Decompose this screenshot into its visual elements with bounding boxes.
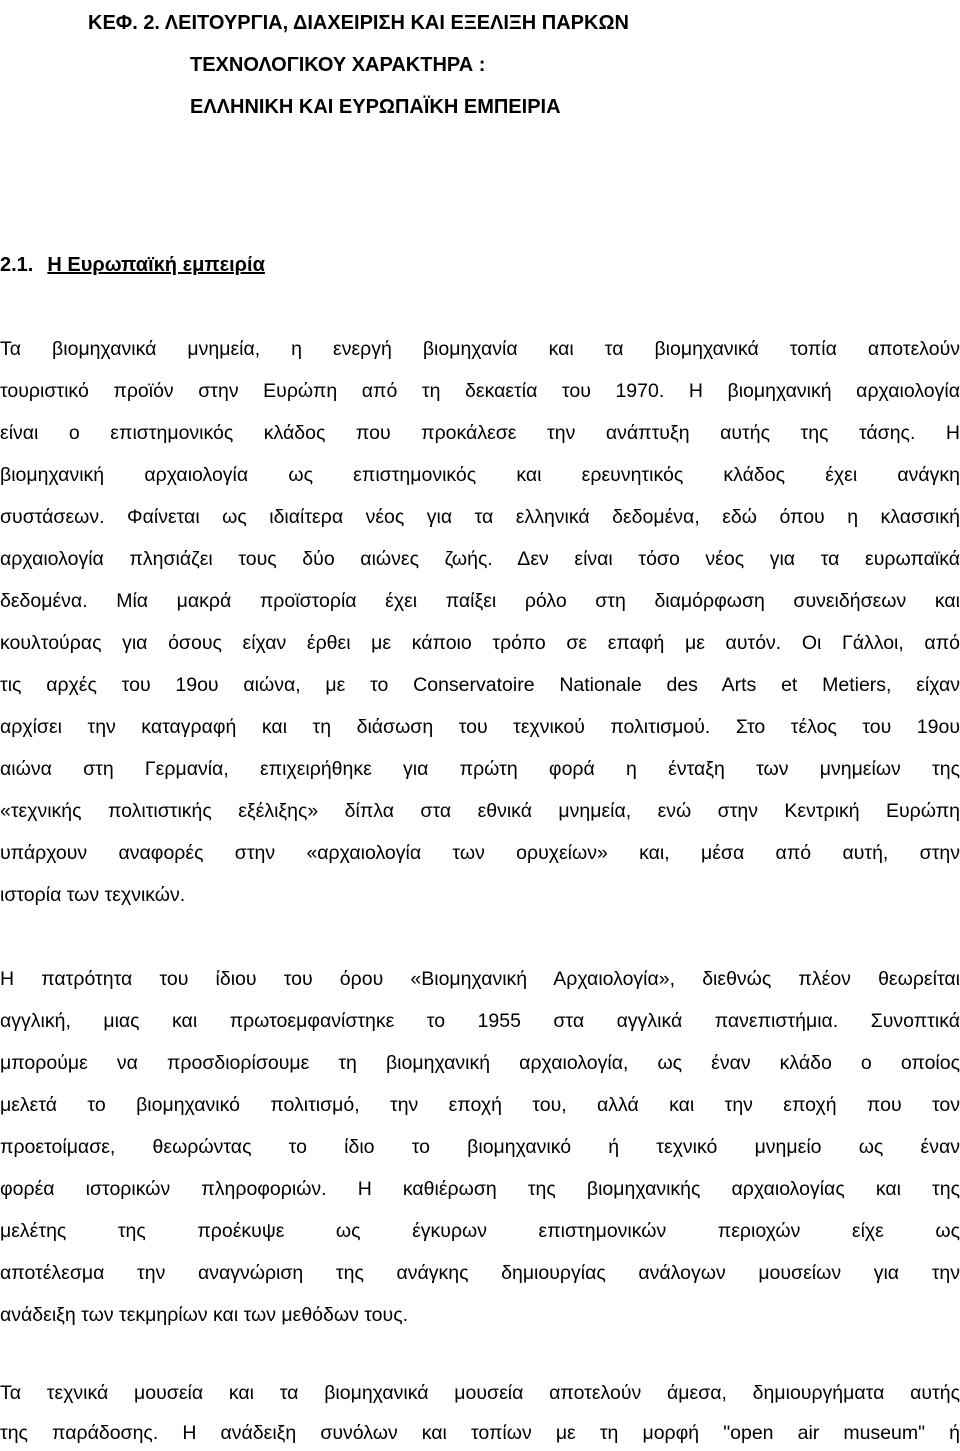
paragraph-line: αιώνα στη Γερμανία, επιχειρήθηκε για πρώτη φορά η ένταξη των μνημείων της xyxy=(0,758,960,780)
paragraph-line: ιστορία των τεχνικών. xyxy=(0,884,186,906)
section-number: 2.1. xyxy=(0,254,34,276)
paragraph-line: προετοίμασε, θεωρώντας το ίδιο το βιομηχανικό ή τεχνικό μνημείο ως έναν xyxy=(0,1136,960,1158)
chapter-heading-line: ΚΕΦ. 2. ΛΕΙΤΟΥΡΓΙΑ, ΔΙΑΧΕΙΡΙΣΗ ΚΑΙ ΕΞΕΛΙΞΗ ΠΑΡΚΩΝ xyxy=(88,12,629,34)
paragraph-line: Τα τεχνικά μουσεία και τα βιομηχανικά μουσεία αποτελούν άμεσα, δημιουργήματα αυτής xyxy=(0,1382,960,1404)
paragraph-line: μελετά το βιομηχανικό πολιτισμό, την εποχή του, αλλά και την εποχή που τον xyxy=(0,1094,960,1116)
paragraph-line: είναι ο επιστημονικός κλάδος που προκάλεσε την ανάπτυξη αυτής της τάσης. Η xyxy=(0,422,960,444)
section-heading xyxy=(0,250,265,280)
paragraph-line: «τεχνικής πολιτιστικής εξέλιξης» δίπλα στα εθνικά μνημεία, ενώ στην Κεντρική Ευρώπη xyxy=(0,800,960,822)
section-title: Η Ευρωπαϊκή εμπειρία xyxy=(47,254,265,276)
paragraph-line: συστάσεων. Φαίνεται ως ιδιαίτερα νέος για τα ελληνικά δεδομένα, εδώ όπου η κλασσική xyxy=(0,506,960,528)
paragraph-line: αρχαιολογία πλησιάζει τους δύο αιώνες ζωής. Δεν είναι τόσο νέος για τα ευρωπαϊκά xyxy=(0,548,960,570)
paragraph-line: δεδομένα. Μία μακρά προϊστορία έχει παίξει ρόλο στη διαμόρφωση συνειδήσεων και xyxy=(0,590,960,612)
paragraph-line: μπορούμε να προσδιορίσουμε τη βιομηχανική αρχαιολογία, ως έναν κλάδο ο οποίος xyxy=(0,1052,960,1074)
paragraph-line: τις αρχές του 19ου αιώνα, με το Conservatoire Nationale des Arts et Metiers, είχαν xyxy=(0,674,960,696)
paragraph-line: μελέτης της προέκυψε ως έγκυρων επιστημονικών περιοχών είχε ως xyxy=(0,1220,960,1242)
paragraph-line: υπάρχουν αναφορές στην «αρχαιολογία των ορυχείων» και, μέσα από αυτή, στην xyxy=(0,842,960,864)
paragraph-line: τουριστικό προϊόν στην Ευρώπη από τη δεκαετία του 1970. Η βιομηχανική αρχαιολογία xyxy=(0,380,960,402)
paragraph-line: ανάδειξη των τεκμηρίων και των μεθόδων τους. xyxy=(0,1304,409,1326)
chapter-heading-line: ΕΛΛΗΝΙΚΗ ΚΑΙ ΕΥΡΩΠΑΪΚΗ ΕΜΠΕΙΡΙΑ xyxy=(190,96,561,118)
paragraph-line: κουλτούρας για όσους είχαν έρθει με κάποιο τρόπο σε επαφή με αυτόν. Οι Γάλλοι, από xyxy=(0,632,960,654)
paragraph-line: φορέα ιστορικών πληροφοριών. Η καθιέρωση της βιομηχανικής αρχαιολογίας και της xyxy=(0,1178,960,1200)
paragraph-line: αγγλική, μιας και πρωτοεμφανίστηκε το 1955 στα αγγλικά πανεπιστήμια. Συνοπτικά xyxy=(0,1010,960,1032)
paragraph-line: Τα βιομηχανικά μνημεία, η ενεργή βιομηχανία και τα βιομηχανικά τοπία αποτελούν xyxy=(0,338,960,360)
chapter-heading xyxy=(88,2,948,128)
paragraph-line: αρχίσει την καταγραφή και τη διάσωση του τεχνικού πολιτισμού. Στο τέλος του 19ου xyxy=(0,716,960,738)
paragraph-line: αποτέλεσμα την αναγνώριση της ανάγκης δημιουργίας ανάλογων μουσείων για την xyxy=(0,1262,960,1284)
chapter-heading-line: ΤΕΧΝΟΛΟΓΙΚΟΥ ΧΑΡΑΚΤΗΡΑ : xyxy=(190,54,486,76)
paragraph-line: βιομηχανική αρχαιολογία ως επιστημονικός και ερευνητικός κλάδος έχει ανάγκη xyxy=(0,464,960,486)
paragraph-line: της παράδοσης. Η ανάδειξη συνόλων και τοπίων με τη μορφή "open air museum" ή xyxy=(0,1422,960,1444)
paragraph-line: Η πατρότητα του ίδιου του όρου «Βιομηχανική Αρχαιολογία», διεθνώς πλέον θεωρείται xyxy=(0,968,960,990)
